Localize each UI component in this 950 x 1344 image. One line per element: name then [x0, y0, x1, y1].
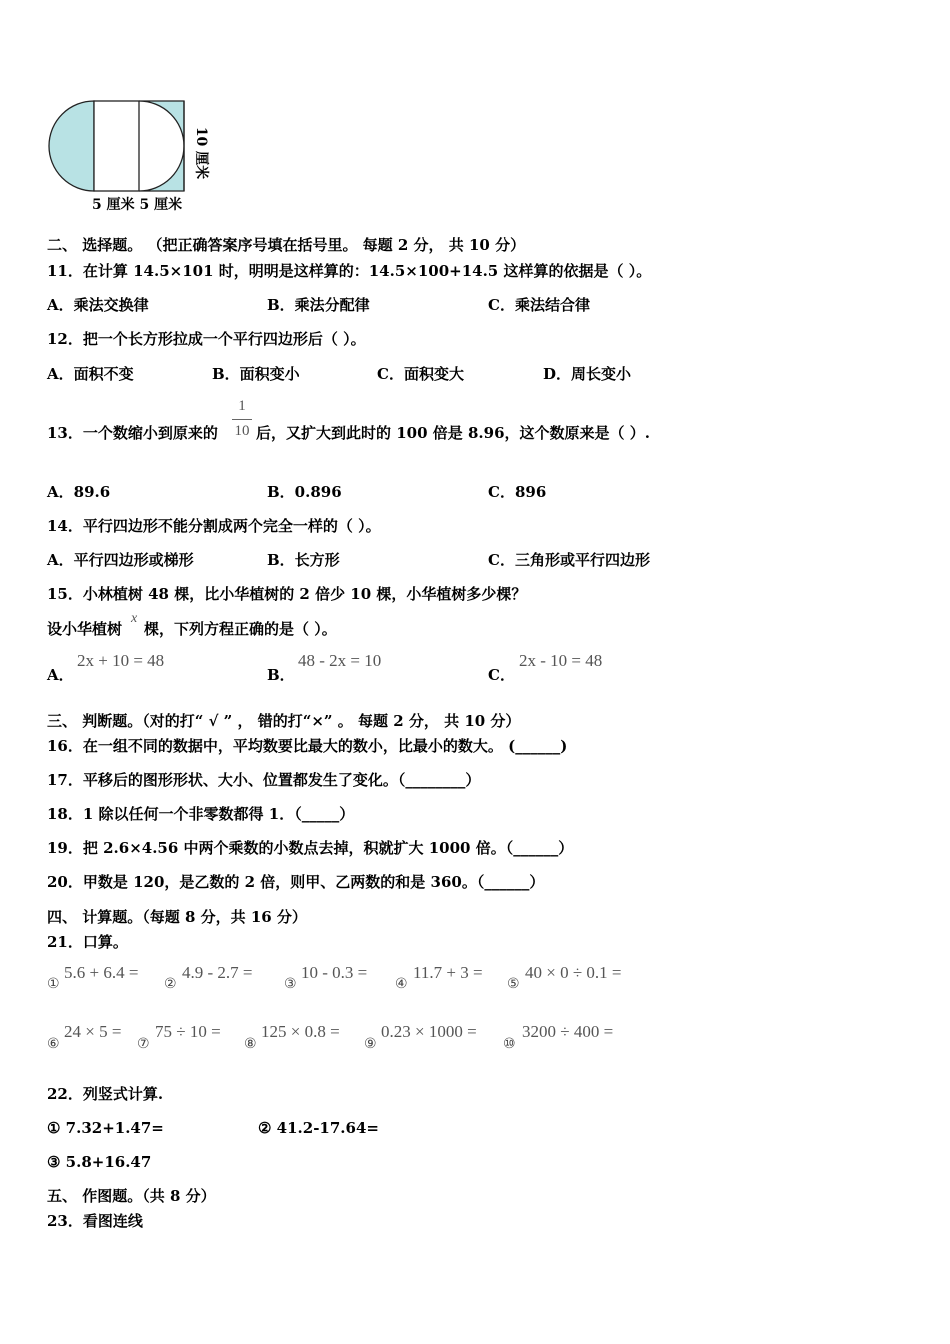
q14-option-a: A．平行四边形或梯形 — [47, 551, 194, 569]
right-shaded-region — [139, 101, 184, 191]
q21-mark-7: ⑦ — [137, 1036, 150, 1052]
question-14: 14．平行四边形不能分割成两个完全一样的（ ）。 — [47, 517, 381, 535]
figure-bottom-label: 5 厘米 5 厘米 — [92, 197, 183, 213]
q21-expr-5: 40 × 0 ÷ 0.1 = — [525, 963, 622, 982]
q15-option-c-letter: C． — [488, 666, 515, 684]
q22-item-2: ② 41.2-17.64= — [258, 1119, 379, 1137]
question-20: 20．甲数是 120，是乙数的 2 倍，则甲、乙两数的和是 360。（______） — [47, 873, 545, 891]
q13-option-c: C．896 — [488, 483, 547, 501]
q21-mark-8: ⑧ — [244, 1036, 257, 1052]
q21-expr-8: 125 × 0.8 = — [261, 1022, 340, 1041]
question-13-prefix: 13．一个数缩小到原来的 — [47, 424, 218, 442]
q21-expr-9: 0.23 × 1000 = — [381, 1022, 477, 1041]
q15-variable: x — [131, 611, 138, 626]
q15-option-c-equation: 2x - 10 = 48 — [519, 651, 603, 670]
q12-option-c: C．面积变大 — [377, 365, 464, 383]
q13-fraction-numerator: 1 — [238, 398, 246, 414]
q21-mark-6: ⑥ — [47, 1036, 60, 1052]
question-19: 19．把 2.6×4.56 中两个乘数的小数点去掉，积就扩大 1000 倍。（______） — [47, 839, 574, 857]
q21-expr-3: 10 - 0.3 = — [301, 963, 368, 982]
middle-rectangle — [94, 101, 139, 191]
q21-mark-5: ⑤ — [507, 976, 520, 992]
q21-expr-4: 11.7 + 3 = — [413, 963, 483, 982]
q12-option-b: B．面积变小 — [212, 365, 300, 383]
question-12: 12．把一个长方形拉成一个平行四边形后（ ）。 — [47, 330, 366, 348]
question-21: 21．口算。 — [47, 933, 128, 951]
q21-mark-1: ① — [47, 976, 60, 992]
question-22: 22．列竖式计算. — [47, 1085, 164, 1103]
q13-option-a: A．89.6 — [47, 483, 111, 501]
section-5-header: 五、 作图题。（共 8 分） — [47, 1187, 216, 1205]
q21-expr-10: 3200 ÷ 400 = — [522, 1022, 614, 1041]
q15-option-b-letter: B． — [267, 666, 295, 684]
question-16: 16．在一组不同的数据中，平均数要比最大的数小，比最小的数大。 (______) — [47, 737, 568, 755]
q13-fraction-denominator: 10 — [234, 423, 250, 439]
q12-option-a: A．面积不变 — [47, 365, 134, 383]
q14-option-b: B．长方形 — [267, 551, 340, 569]
q15-option-a-letter: A． — [47, 666, 74, 684]
figure-side-label: 10 厘米 — [193, 126, 210, 180]
q12-option-d: D．周长变小 — [543, 365, 632, 383]
q22-item-3: ③ 5.8+16.47 — [47, 1153, 152, 1171]
q11-option-c: C．乘法结合律 — [488, 296, 590, 314]
question-13-suffix: 后，又扩大到此时的 100 倍是 8.96，这个数原来是（ ）. — [256, 424, 650, 442]
q15-sub-suffix: 棵，下列方程正确的是（ ）。 — [144, 620, 337, 638]
q21-expr-6: 24 × 5 = — [64, 1022, 122, 1041]
section-3-header: 三、 判断题。（对的打“ √ ” ， 错的打“×” 。 每题 2 分， 共 10 分） — [47, 712, 521, 730]
q15-sub-prefix: 设小华植树 — [47, 620, 123, 638]
q21-mark-4: ④ — [395, 976, 408, 992]
q21-mark-2: ② — [164, 976, 177, 992]
q21-mark-10: ⑩ — [503, 1036, 516, 1052]
q21-expr-2: 4.9 - 2.7 = — [182, 963, 253, 982]
q21-mark-3: ③ — [284, 976, 297, 992]
question-11: 11．在计算 14.5×101 时，明明是这样算的：14.5×100+14.5 这样算的依据是（ ）。 — [47, 262, 652, 280]
q11-option-b: B．乘法分配律 — [267, 296, 370, 314]
left-semicircle — [49, 101, 94, 191]
q14-option-c: C．三角形或平行四边形 — [488, 551, 650, 569]
q15-option-b-equation: 48 - 2x = 10 — [298, 651, 382, 670]
section-4-header: 四、 计算题。（每题 8 分，共 16 分） — [47, 908, 307, 926]
q11-option-a: A．乘法交换律 — [47, 296, 149, 314]
question-18: 18．1 除以任何一个非零数都得 1．（_____） — [47, 805, 355, 823]
question-23: 23．看图连线 — [47, 1212, 143, 1230]
q21-expr-7: 75 ÷ 10 = — [155, 1022, 221, 1041]
question-15: 15．小林植树 48 棵，比小华植树的 2 倍少 10 棵，小华植树多少棵？ — [47, 585, 527, 603]
q13-fraction-bar — [232, 419, 252, 420]
q22-item-1: ① 7.32+1.47= — [47, 1119, 164, 1137]
q21-mark-9: ⑨ — [364, 1036, 377, 1052]
q13-option-b: B．0.896 — [267, 483, 342, 501]
section-2-header: 二、 选择题。 （把正确答案序号填在括号里。 每题 2 分， 共 10 分） — [47, 236, 526, 254]
q15-option-a-equation: 2x + 10 = 48 — [77, 651, 165, 670]
q21-expr-1: 5.6 + 6.4 = — [64, 963, 139, 982]
question-17: 17．平移后的图形形状、大小、位置都发生了变化。（________） — [47, 771, 481, 789]
